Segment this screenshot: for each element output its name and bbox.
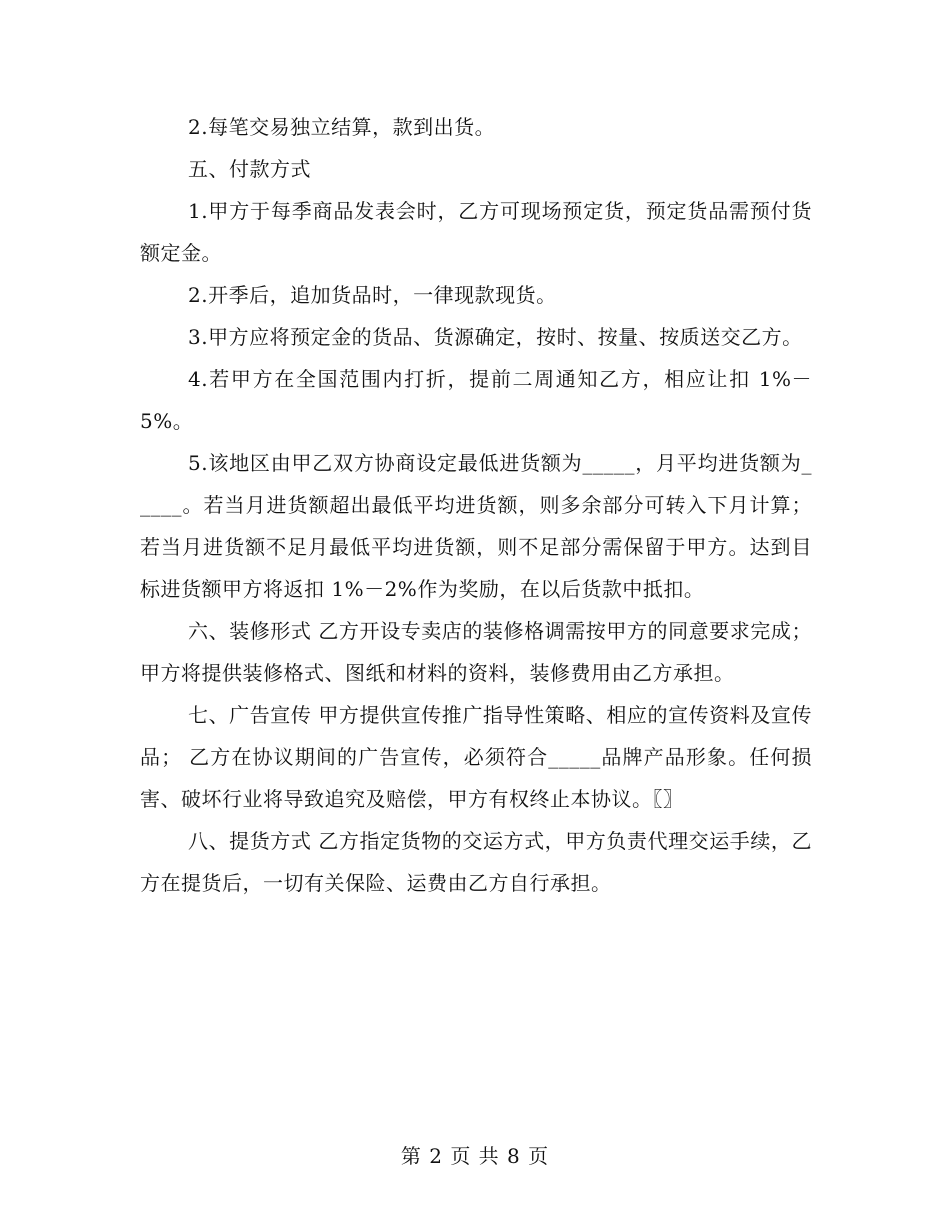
section-heading-payment: 五、付款方式 xyxy=(188,157,311,181)
section-pickup: 八、提货方式 乙方指定货物的交运方式，甲方负责代理交运手续，乙方在提货后，一切有关保险、运费由乙方自行承担。 xyxy=(140,829,812,895)
page-number-footer: 第 2 页 共 8 页 xyxy=(400,1144,550,1168)
section-advertising: 七、广告宣传 甲方提供宣传推广指导性策略、相应的宣传资料及宣传品； 乙方在协议期间的广告宣传，必须符合_____品牌产品形象。任何损害、破坏行业将导致追究及赔偿，甲方有权终止本协议。〖〗 xyxy=(140,703,812,811)
paragraph-minimum-purchase: 5.该地区由甲乙双方协商设定最低进货额为_____，月平均进货额为_____。若当月进货额超出最低平均进货额，则多余部分可转入下月计算；若当月进货额不足月最低平均进货额，则不足部分需保留于甲方。达到目标进货额甲方将返扣 1%－2%作为奖励，在以后货款中抵扣。 xyxy=(140,451,812,601)
section-decoration: 六、装修形式 乙方开设专卖店的装修格调需按甲方的同意要求完成； 甲方将提供装修格式、图纸和材料的资料，装修费用由乙方承担。 xyxy=(140,619,812,685)
document-body xyxy=(140,106,812,904)
paragraph-settlement: 2.每笔交易独立结算，款到出货。 xyxy=(188,115,496,139)
paragraph-cash-goods: 2.开季后，追加货品时，一律现款现货。 xyxy=(188,283,557,307)
paragraph-delivery: 3.甲方应将预定金的货品、货源确定，按时、按量、按质送交乙方。 xyxy=(188,325,803,349)
paragraph-discount: 4.若甲方在全国范围内打折，提前二周通知乙方，相应让扣 1%－5%。 xyxy=(140,367,812,433)
paragraph-deposit: 1.甲方于每季商品发表会时，乙方可现场预定货，预定货品需预付货额定金。 xyxy=(140,199,812,265)
